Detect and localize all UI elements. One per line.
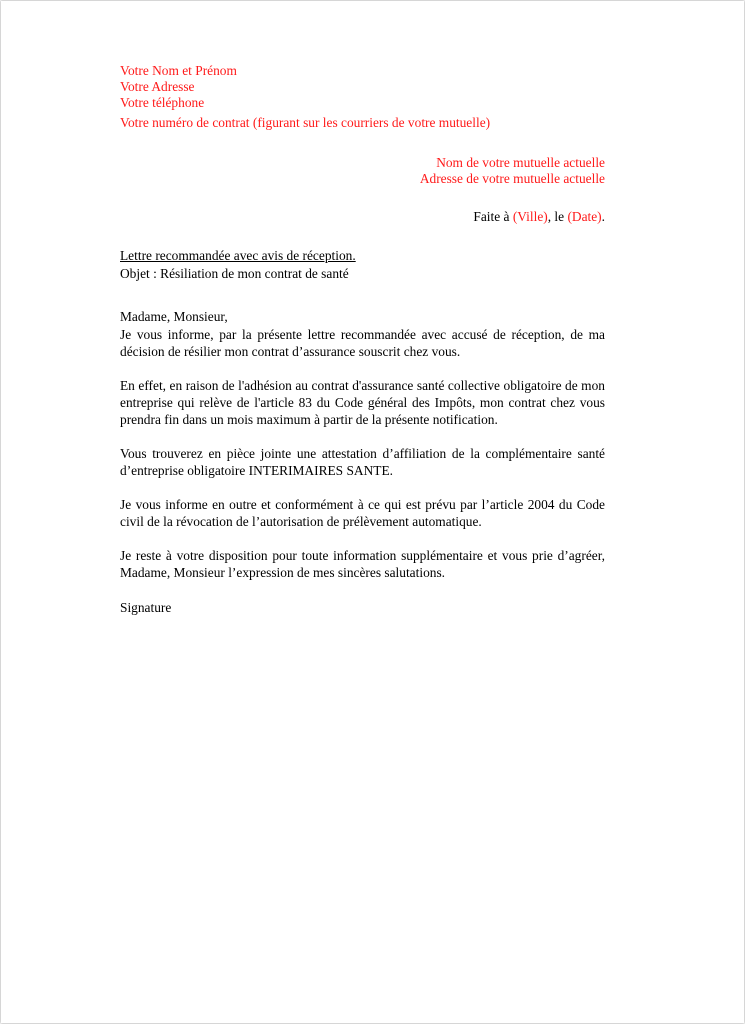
letter-content (120, 63, 605, 616)
recipient-name: Nom de votre mutuelle actuelle (436, 155, 605, 170)
body-paragraph-3: Vous trouverez en pièce jointe une attestation d’affiliation de la complémentaire santé d’entreprise obligatoire INTERIMAIRES SANTE. (120, 446, 605, 478)
body-paragraph-5: Je reste à votre disposition pour toute information supplémentaire et vous prie d’agréer, Madame, Monsieur l’expression de mes sincères salutations. (120, 548, 605, 580)
registered-mail-mention: Lettre recommandée avec avis de réception. (120, 248, 356, 263)
letter-subject: Objet : Résiliation de mon contrat de santé (120, 266, 349, 281)
letter-page (1, 1, 744, 1023)
body-paragraph-1: Je vous informe, par la présente lettre recommandée avec accusé de réception, de ma décision de résilier mon contrat d’assurance souscrit chez vous. (120, 327, 605, 359)
recipient-address: Adresse de votre mutuelle actuelle (419, 171, 605, 186)
body-paragraph-4: Je vous informe en outre et conformément à ce qui est prévu par l’article 2004 du Code civil de la révocation de l’autorisation de prélèvement automatique. (120, 497, 605, 529)
date-city-placeholder: (Ville) (512, 209, 548, 224)
sender-block (120, 63, 605, 131)
date-middle: , le (547, 209, 568, 224)
sender-address: Votre Adresse (120, 79, 195, 94)
date-date-placeholder: (Date) (567, 209, 602, 224)
sender-name: Votre Nom et Prénom (120, 63, 237, 78)
date-line (120, 208, 605, 225)
sender-phone: Votre téléphone (120, 95, 205, 110)
date-prefix: Faite à (473, 209, 513, 224)
body-paragraph-2: En effet, en raison de l'adhésion au contrat d'assurance santé collective obligatoire de mon entreprise qui relève de l'article 83 du Code général des Impôts, mon contrat chez vous prendra fin dans un mois maximum à partir de la présente notification. (120, 378, 605, 427)
sender-contract-number: Votre numéro de contrat (figurant sur les courriers de votre mutuelle) (120, 115, 491, 130)
salutation: Madame, Monsieur, (120, 309, 228, 324)
signature-label: Signature (120, 600, 172, 615)
recipient-block (120, 155, 605, 187)
date-suffix: . (601, 209, 605, 224)
